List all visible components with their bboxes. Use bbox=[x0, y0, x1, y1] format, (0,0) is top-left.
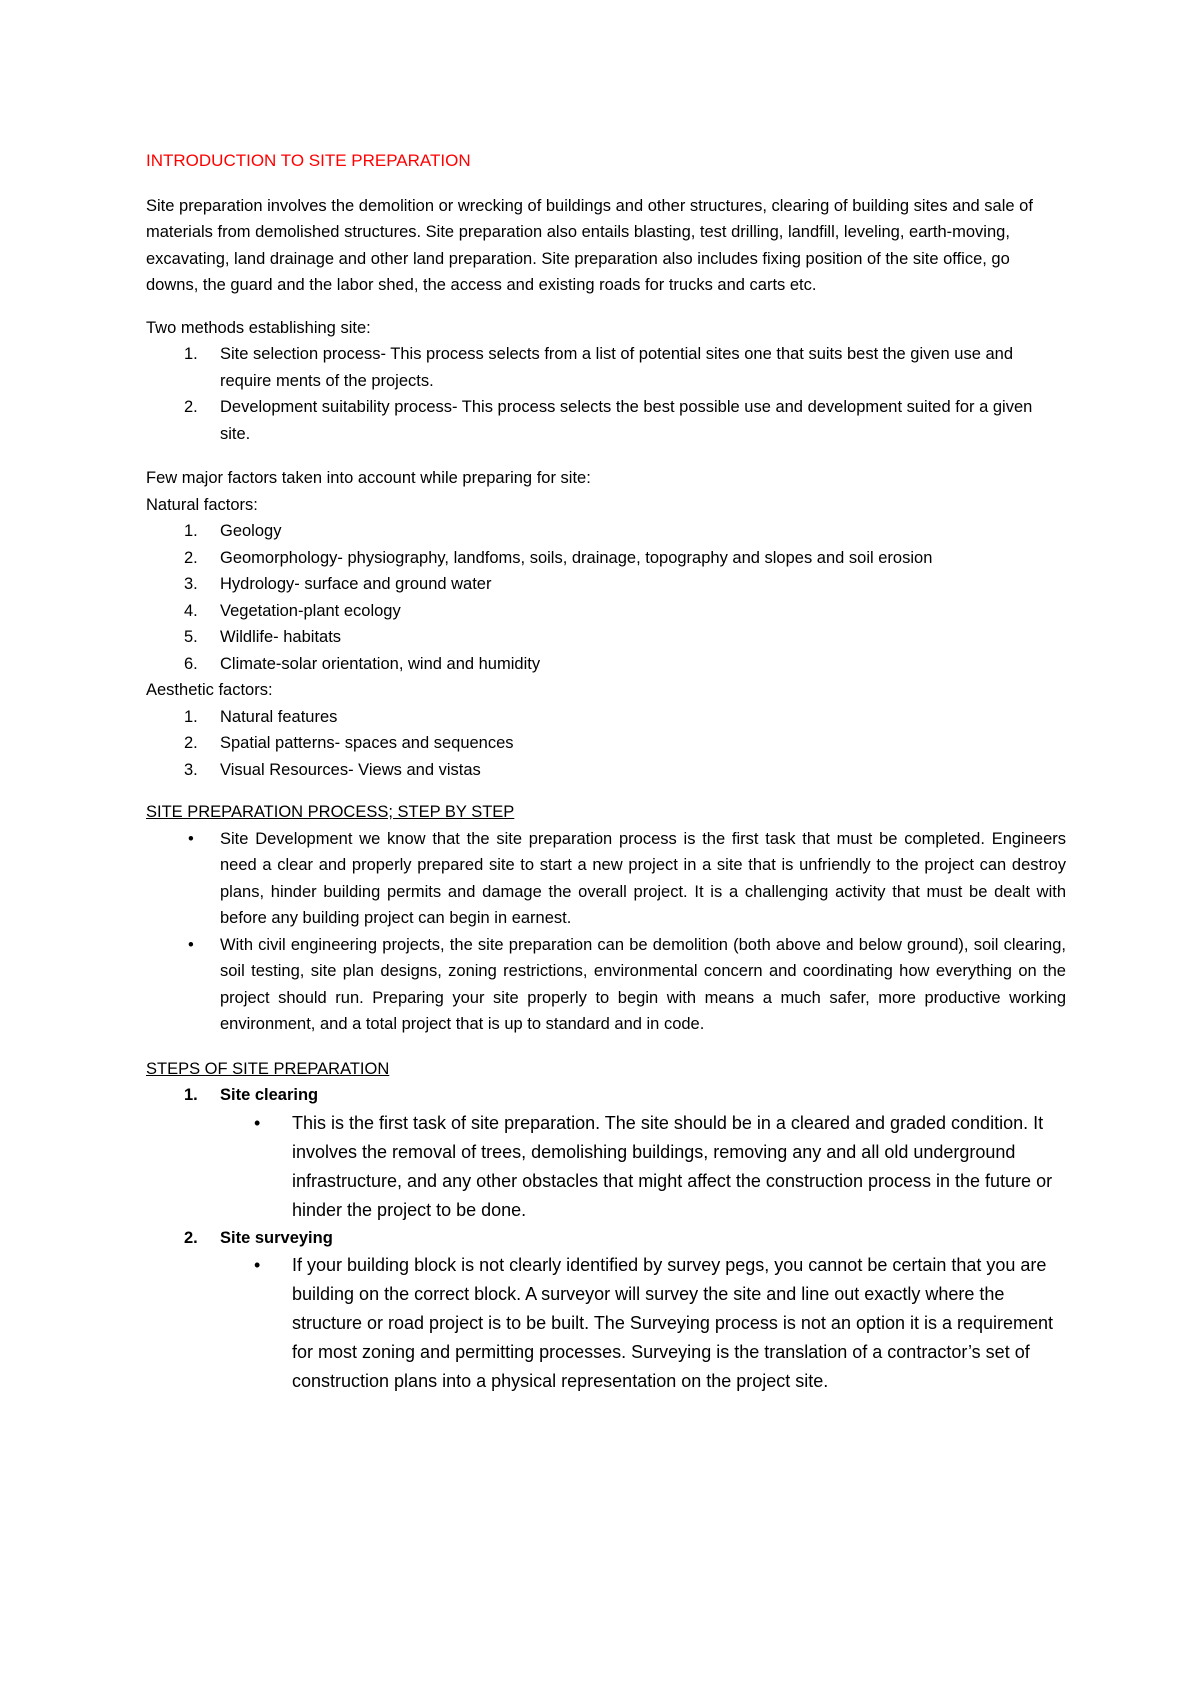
list-item bbox=[146, 394, 1066, 447]
list-item-text: Site Development we know that the site preparation process is the first task that must be completed. Engineers need a clear and properly prepared site to start a new project in a site that is unfriendly to the project can destroy plans, hinder building permits and damage the overall project. It is a challenging activity that must be dealt with before any building project can begin in earnest. bbox=[220, 829, 1066, 927]
list-number: 1. bbox=[184, 1086, 198, 1104]
steps-list bbox=[146, 1082, 1066, 1109]
list-item-text: Development suitability process- This process selects the best possible use and development suited for a given site. bbox=[220, 398, 1033, 443]
list-item-text: Spatial patterns- spaces and sequences bbox=[220, 734, 514, 752]
page-title: INTRODUCTION TO SITE PREPARATION bbox=[146, 151, 471, 170]
list-item bbox=[146, 518, 1066, 545]
list-item-text: With civil engineering projects, the site preparation can be demolition (both above and below ground), soil clearing, soil testing, site plan designs, zoning restrictions, environmental concern and coordinating how everything on the project should run. Preparing your site properly to begin with means a much safer, more productive working environment, and a total project that is up to standard and in code. bbox=[220, 935, 1066, 1033]
list-item bbox=[146, 545, 1066, 572]
bullet-icon: • bbox=[188, 829, 194, 848]
step-item bbox=[146, 1225, 1066, 1252]
list-number: 1. bbox=[184, 522, 198, 540]
list-item-text: Geomorphology- physiography, landfoms, soils, drainage, topography and slopes and soil erosion bbox=[220, 548, 933, 567]
methods-heading: Two methods establishing site: bbox=[146, 318, 371, 337]
step-item bbox=[146, 1082, 1066, 1109]
spacer bbox=[146, 1038, 1066, 1056]
list-number: 3. bbox=[184, 760, 198, 779]
list-item-text: If your building block is not clearly identified by survey pegs, you cannot be certain that you are building on the correct block. A surveyor will survey the site and line out exactly where the structure or road project is to be built. The Surveying process is not an option it is a requirement for most zoning and permitting processes. Surveying is the translation of a contractor’s set of construction plans into a physical representation on the project site. bbox=[292, 1255, 1054, 1391]
natural-factors-list bbox=[146, 518, 1066, 677]
process-bullet-list bbox=[146, 826, 1066, 1038]
list-item bbox=[146, 571, 1066, 598]
list-item-text: This is the first task of site preparation. The site should be in a cleared and graded condition. It involves the removal of trees, demolishing buildings, removing any and all old underground infrastructure, and any other obstacles that might affect the construction process in the future or hinder the project to be done. bbox=[292, 1112, 1053, 1220]
natural-factors-heading: Natural factors: bbox=[146, 495, 258, 514]
aesthetic-factors-list bbox=[146, 704, 1066, 784]
steps-heading: STEPS OF SITE PREPARATION bbox=[146, 1059, 390, 1078]
list-item-text: Hydrology- surface and ground water bbox=[220, 575, 492, 593]
intro-paragraph: Site preparation involves the demolition or wrecking of buildings and other structures, clearing of building sites and sale of materials from demolished structures. Site preparation also entails blasting, test drilling, landfill, leveling, earth-moving, excavating, land drainage and other land preparation. Site preparation also includes fixing position of the site office, go downs, the guard and the labor shed, the access and existing roads for trucks and carts etc. bbox=[146, 196, 1033, 294]
list-item bbox=[146, 598, 1066, 625]
list-number: 1. bbox=[184, 707, 198, 726]
list-number: 2. bbox=[184, 398, 198, 416]
list-item-text: Wildlife- habitats bbox=[220, 628, 342, 646]
list-item bbox=[146, 1251, 1066, 1396]
list-item bbox=[146, 651, 1066, 678]
step-detail-list bbox=[146, 1251, 1066, 1396]
list-number: 4. bbox=[184, 601, 198, 620]
list-number: 3. bbox=[184, 575, 198, 593]
steps-list bbox=[146, 1225, 1066, 1252]
list-number: 2. bbox=[184, 734, 198, 752]
bullet-icon: • bbox=[188, 935, 194, 954]
list-item bbox=[146, 341, 1066, 394]
list-item bbox=[146, 1109, 1066, 1225]
list-item bbox=[146, 932, 1066, 1038]
list-number: 1. bbox=[184, 345, 198, 363]
factors-heading: Few major factors taken into account while preparing for site: bbox=[146, 469, 591, 487]
document-body bbox=[146, 148, 1066, 1396]
list-number: 2. bbox=[184, 1228, 198, 1247]
step-title: Site surveying bbox=[220, 1228, 333, 1247]
list-item-text: Site selection process- This process selects from a list of potential sites one that suits best the given use and require ments of the projects. bbox=[220, 345, 1014, 390]
list-item bbox=[146, 826, 1066, 932]
list-item-text: Visual Resources- Views and vistas bbox=[220, 760, 481, 779]
list-item bbox=[146, 624, 1066, 651]
process-heading: SITE PREPARATION PROCESS; STEP BY STEP bbox=[146, 803, 515, 821]
list-number: 6. bbox=[184, 654, 198, 673]
list-item-text: Climate-solar orientation, wind and humidity bbox=[220, 654, 541, 673]
list-item bbox=[146, 704, 1066, 731]
bullet-icon: • bbox=[254, 1255, 261, 1275]
list-item bbox=[146, 730, 1066, 757]
aesthetic-factors-heading: Aesthetic factors: bbox=[146, 681, 273, 699]
list-number: 5. bbox=[184, 628, 198, 646]
list-item-text: Natural features bbox=[220, 707, 338, 726]
list-item-text: Vegetation-plant ecology bbox=[220, 601, 401, 620]
list-number: 2. bbox=[184, 548, 198, 567]
step-detail-list bbox=[146, 1109, 1066, 1225]
list-item bbox=[146, 757, 1066, 784]
spacer bbox=[146, 447, 1066, 465]
bullet-icon: • bbox=[254, 1112, 261, 1133]
step-title: Site clearing bbox=[220, 1086, 319, 1104]
list-item-text: Geology bbox=[220, 522, 282, 540]
methods-list bbox=[146, 341, 1066, 447]
